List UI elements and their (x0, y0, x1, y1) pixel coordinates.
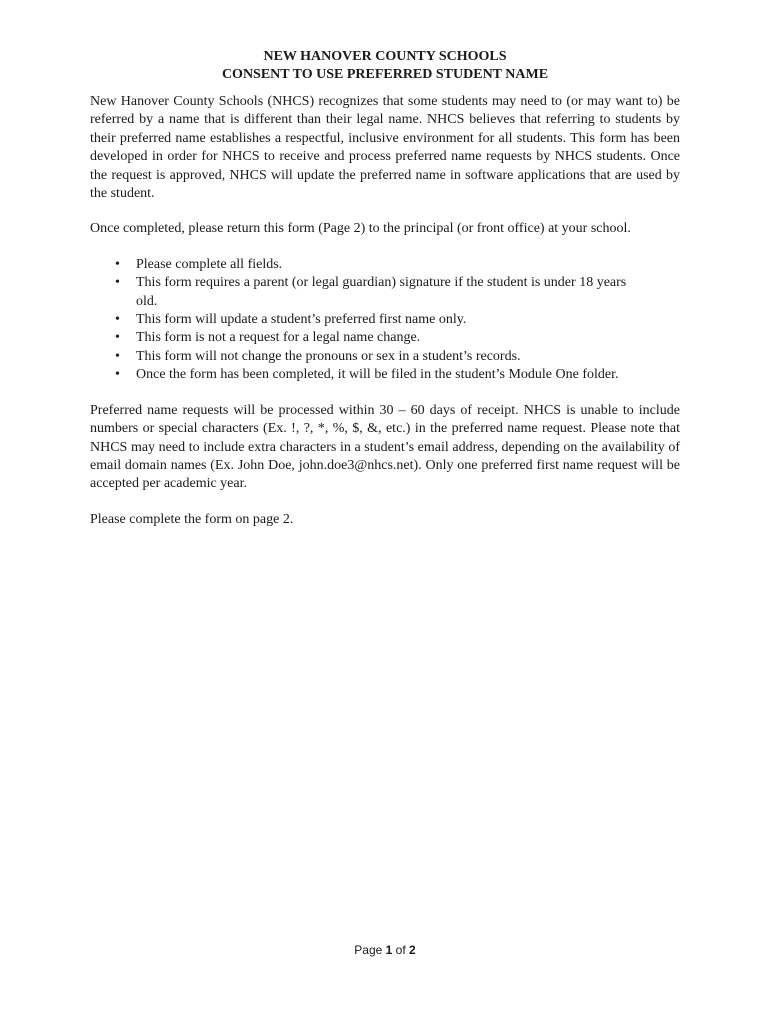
page-word: Page (354, 943, 383, 957)
list-item-text: This form requires a parent (or legal guardian) signature if the student is under 18 years old. (136, 275, 627, 309)
list-item (115, 311, 680, 329)
list-item-text: This form will update a student’s preferred first name only. (136, 312, 467, 328)
return-instructions-paragraph: Once completed, please return this form (Page 2) to the principal (or front office) at your school. (90, 221, 631, 237)
bullet-icon: • (115, 275, 120, 291)
list-item (115, 329, 680, 347)
list-item-text: This form is not a request for a legal name change. (136, 330, 421, 346)
document-title-line-1: NEW HANOVER COUNTY SCHOOLS (263, 49, 507, 64)
bullet-icon: • (115, 330, 120, 346)
processing-paragraph: Preferred name requests will be processed within 30 – 60 days of receipt. NHCS is unable to include numbers or special characters (Ex. !, ?, *, %, $, &, etc.) in the preferred name request. Please note that NHCS may need to include extra characters in a student’s email address, depending on the availability of email domain names (Ex. John Doe, john.doe3@nhcs.net). Only one preferred first name request will be accepted per academic year. (90, 402, 680, 492)
page-footer (0, 942, 770, 958)
requirements-list (90, 256, 680, 385)
bullet-icon: • (115, 367, 120, 383)
bullet-icon: • (115, 348, 120, 364)
document-body (90, 93, 680, 529)
list-item (115, 348, 680, 366)
list-item-text: Once the form has been completed, it will be filed in the student’s Module One folder. (136, 367, 619, 383)
list-item (115, 274, 680, 311)
document-title-line-2: CONSENT TO USE PREFERRED STUDENT NAME (221, 67, 549, 82)
bullet-icon: • (115, 256, 120, 272)
list-item (115, 366, 680, 384)
total-pages-number: 2 (409, 943, 416, 957)
bullet-icon: • (115, 312, 120, 328)
document-header (0, 48, 770, 84)
closing-paragraph: Please complete the form on page 2. (90, 511, 294, 527)
list-item-text: Please complete all fields. (136, 256, 283, 272)
intro-paragraph: New Hanover County Schools (NHCS) recognizes that some students may need to (or may want to) be referred by a name that is different than their legal name. NHCS believes that referring to students by their preferred name establishes a respectful, inclusive environment for all students. This form has been developed in order for NHCS to receive and process preferred name requests by NHCS students. Once the request is approved, NHCS will update the preferred name in software applications that are used by the student. (90, 94, 680, 202)
list-item (115, 256, 680, 274)
list-item-text: This form will not change the pronouns or sex in a student’s records. (136, 348, 521, 364)
of-word: of (395, 943, 406, 957)
current-page-number: 1 (385, 943, 393, 957)
